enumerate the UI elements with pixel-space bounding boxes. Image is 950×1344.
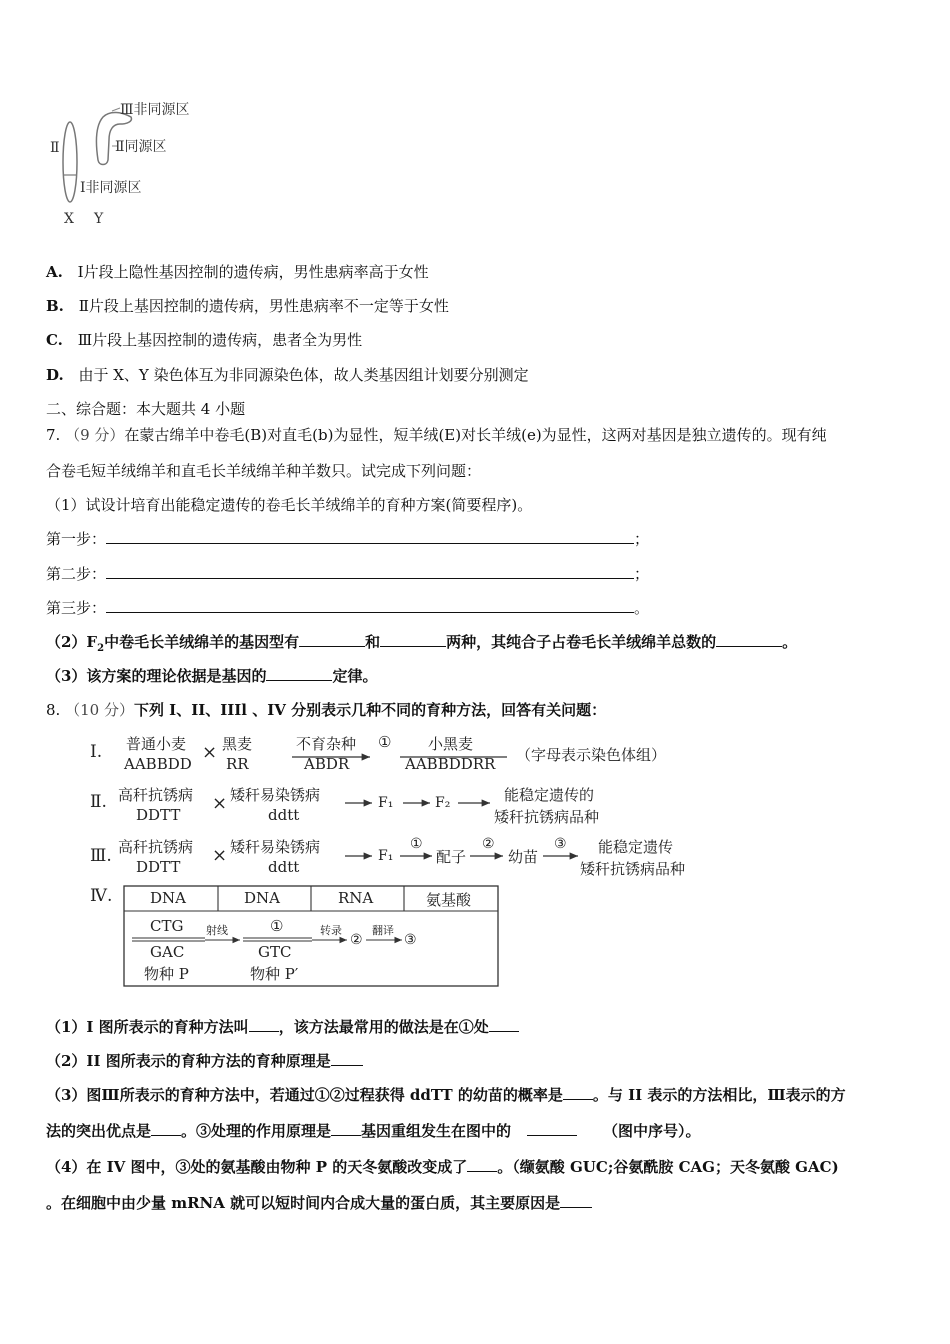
label-x: X (64, 211, 74, 227)
q7-sub2-end: 。 (782, 633, 798, 651)
r3-f1: F₁ (378, 848, 394, 864)
r4-gtc: GTC (258, 943, 292, 961)
r2-result-line1: 能稳定遗传的 (504, 786, 595, 804)
r4-ctg: CTG (150, 917, 184, 935)
r4-circle-1: ① (270, 917, 284, 935)
r3-parent2-genotype: ddtt (268, 858, 300, 876)
option-text: Ⅲ片段上基因控制的遗传病，患者全为男性 (77, 331, 363, 349)
r1-product-genome: AABBDDRR (405, 755, 496, 773)
r1-parent2-name: 黑麦 (222, 735, 253, 753)
r1-step-1: ① (378, 733, 392, 751)
r4-circle-2: ② (350, 932, 363, 948)
label-y: Y (94, 211, 104, 227)
q7-sub3-end: 定律。 (332, 667, 378, 685)
r2-f1: F₁ (378, 795, 394, 811)
r4-translation: 翻译 (372, 924, 394, 937)
r1-parent2-genome: RR (226, 755, 249, 773)
q8-sub1-text2: ，该方法最常用的做法是在①处 (278, 1018, 489, 1036)
q8-sub4-line2 (46, 1192, 592, 1213)
q7-score: （9 分） (65, 426, 125, 444)
probability-blank[interactable] (563, 1085, 593, 1100)
q8-sub3-text5: 基因重组发生在图中的 (361, 1122, 512, 1140)
q8-sub1-text: （1）I 图所表示的育种方法叫 (46, 1018, 249, 1036)
r3-parent2-name: 矮秆易染锈病 (230, 838, 321, 856)
r4-gac: GAC (150, 943, 185, 961)
r4-circle-3: ③ (404, 932, 417, 948)
r3-seedlings: 幼苗 (508, 848, 539, 866)
r2-f2: F₂ (435, 795, 451, 811)
step1-label: 第一步： (46, 530, 107, 548)
row4-label: Ⅳ. (90, 886, 113, 906)
step3-label: 第三步： (46, 599, 107, 617)
row2-label: Ⅱ. (90, 792, 107, 812)
option-key: C. (46, 331, 63, 349)
practice-blank[interactable] (489, 1017, 519, 1032)
q7-sub3-text: （3）该方案的理论依据是基因的 (46, 667, 267, 685)
r4-header-dna1: DNA (150, 889, 186, 907)
r3-gametes: 配子 (436, 848, 467, 866)
q8-sub3-text4: 。③处理的作用原理是 (181, 1122, 332, 1140)
reason-blank[interactable] (560, 1193, 592, 1208)
r2-result-line2: 矮秆抗锈病品种 (494, 808, 600, 826)
r1-product-name: 小黑麦 (428, 735, 474, 753)
r4-header-rna: RNA (338, 889, 374, 907)
q8-sub2-text: （2）II 图所表示的育种方法的育种原理是 (46, 1052, 331, 1070)
option-key: A. (46, 263, 63, 281)
sequence-blank[interactable] (527, 1121, 577, 1136)
r3-step-2: ② (482, 836, 495, 852)
q8-sub3-text: （3）图Ⅲ所表示的育种方法中，若通过①②过程获得 ddTT 的幼苗的概率是 (46, 1086, 563, 1104)
label-nonhomologous-I: Ⅰ非同源区 (80, 180, 142, 196)
r2-parent1-genotype: DDTT (136, 806, 181, 824)
row1-label: Ⅰ. (90, 742, 103, 762)
q8-sub3-line1 (46, 1084, 846, 1105)
option-text: Ⅱ片段上基因控制的遗传病，男性患病率不一定等于女性 (78, 297, 449, 315)
r3-cross-symbol: × (212, 845, 228, 866)
r4-species-p: 物种 P (144, 965, 189, 983)
q8-sub3-text2: 。与 II 表示的方法相比，Ⅲ表示的方 (592, 1086, 846, 1104)
r3-parent1-name: 高秆抗锈病 (118, 838, 194, 856)
step2-end: ； (634, 565, 650, 583)
q7-line2: 合卷毛短羊绒绵羊和直毛长羊绒绵羊种羊数只。试完成下列问题： (46, 462, 482, 480)
q7-sub2-text: 中卷毛长羊绒绵羊的基因型有 (104, 633, 300, 651)
r1-hybrid-name: 不育杂种 (296, 735, 357, 753)
r4-ray: 射线 (206, 924, 228, 937)
q7-number: 7. (46, 426, 61, 444)
advantage-blank[interactable] (151, 1121, 181, 1136)
section-heading: 二、综合题：本大题共 4 小题 (46, 400, 246, 418)
r3-result-line1: 能稳定遗传 (598, 838, 674, 856)
q8-sub3-text3: 法的突出优点是 (46, 1122, 152, 1140)
r3-step-1: ① (410, 836, 423, 852)
principle-blank[interactable] (331, 1051, 363, 1066)
r2-cross-symbol: × (212, 793, 228, 814)
r2-parent2-name: 矮秆易染锈病 (230, 786, 321, 804)
q8-number: 8. (46, 701, 61, 719)
q8-sub3-line2 (46, 1120, 701, 1141)
r4-transcription: 转录 (320, 924, 342, 937)
q7-sub2-prefix: （2）F (46, 633, 98, 651)
r1-parent1-genome: AABBDD (124, 755, 192, 773)
label-nonhomologous-III: Ⅲ非同源区 (120, 102, 190, 118)
q8-sub3-text6: （图中序号）。 (603, 1122, 701, 1140)
q8-sub2 (46, 1050, 363, 1071)
step1-end: ； (634, 530, 650, 548)
mechanism-blank[interactable] (331, 1121, 361, 1136)
q8-sub4-text3: 。在细胞中由少量 mRNA 就可以短时间内合成大量的蛋白质，其主要原因是 (46, 1194, 561, 1212)
q8-sub1 (46, 1016, 519, 1037)
r2-parent1-name: 高秆抗锈病 (118, 786, 194, 804)
r1-note: （字母表示染色体组） (516, 746, 667, 764)
option-text: 由于 X、Y 染色体互为非同源染色体，故人类基因组计划要分别测定 (78, 366, 529, 384)
q7-sub2-text2: 两种，其纯合子占卷毛长羊绒绵羊总数的 (446, 633, 717, 651)
f2-subscript: 2 (97, 643, 105, 654)
step2-label: 第二步： (46, 565, 107, 583)
r1-parent1-name: 普通小麦 (126, 735, 187, 753)
q7-sub1: （1）试设计培育出能稳定遗传的卷毛长羊绒绵羊的育种方案(简要程序)。 (46, 496, 533, 514)
q8-sub4-line1 (46, 1156, 839, 1177)
option-key: B. (46, 297, 64, 315)
r1-hybrid-genome: ABDR (304, 755, 350, 773)
amino-acid-blank[interactable] (467, 1157, 497, 1172)
r3-result-line2: 矮秆抗锈病品种 (580, 860, 686, 878)
q8-score: （10 分） (65, 701, 134, 719)
r3-step-3: ③ (554, 836, 567, 852)
r4-header-aa: 氨基酸 (426, 891, 472, 909)
q7-text-1: 在蒙古绵羊中卷毛(B)对直毛(b)为显性，短羊绒(E)对长羊绒(e)为显性，这两对基因是独立遗传的。现有纯 (124, 426, 827, 444)
r2-parent2-genotype: ddtt (268, 806, 300, 824)
method-blank[interactable] (249, 1017, 279, 1032)
r4-species-p-prime: 物种 P′ (250, 965, 299, 983)
r4-header-dna2: DNA (244, 889, 280, 907)
q8-intro-text: 下列 I、II、IIIl 、IV 分别表示几种不同的育种方法，回答有关问题： (133, 701, 607, 719)
r1-cross-symbol: × (202, 742, 218, 763)
row3-label: Ⅲ. (90, 846, 112, 866)
r3-parent1-genotype: DDTT (136, 858, 181, 876)
step3-end: 。 (634, 599, 650, 617)
label-homologous-II: Ⅱ同源区 (115, 139, 167, 155)
label-II-side: Ⅱ (50, 140, 60, 156)
option-text: Ⅰ片段上隐性基因控制的遗传病，男性患病率高于女性 (77, 263, 429, 281)
q7-sub2-and: 和 (365, 633, 381, 651)
q8-sub4-text: （4）在 IV 图中，③处的氨基酸由物种 P 的天冬氨酸改变成了 (46, 1158, 468, 1176)
q8-sub4-text2: 。（缬氨酸 GUC;谷氨酰胺 CAG；天冬氨酸 GAC) (497, 1158, 839, 1176)
option-key: D. (46, 366, 64, 384)
